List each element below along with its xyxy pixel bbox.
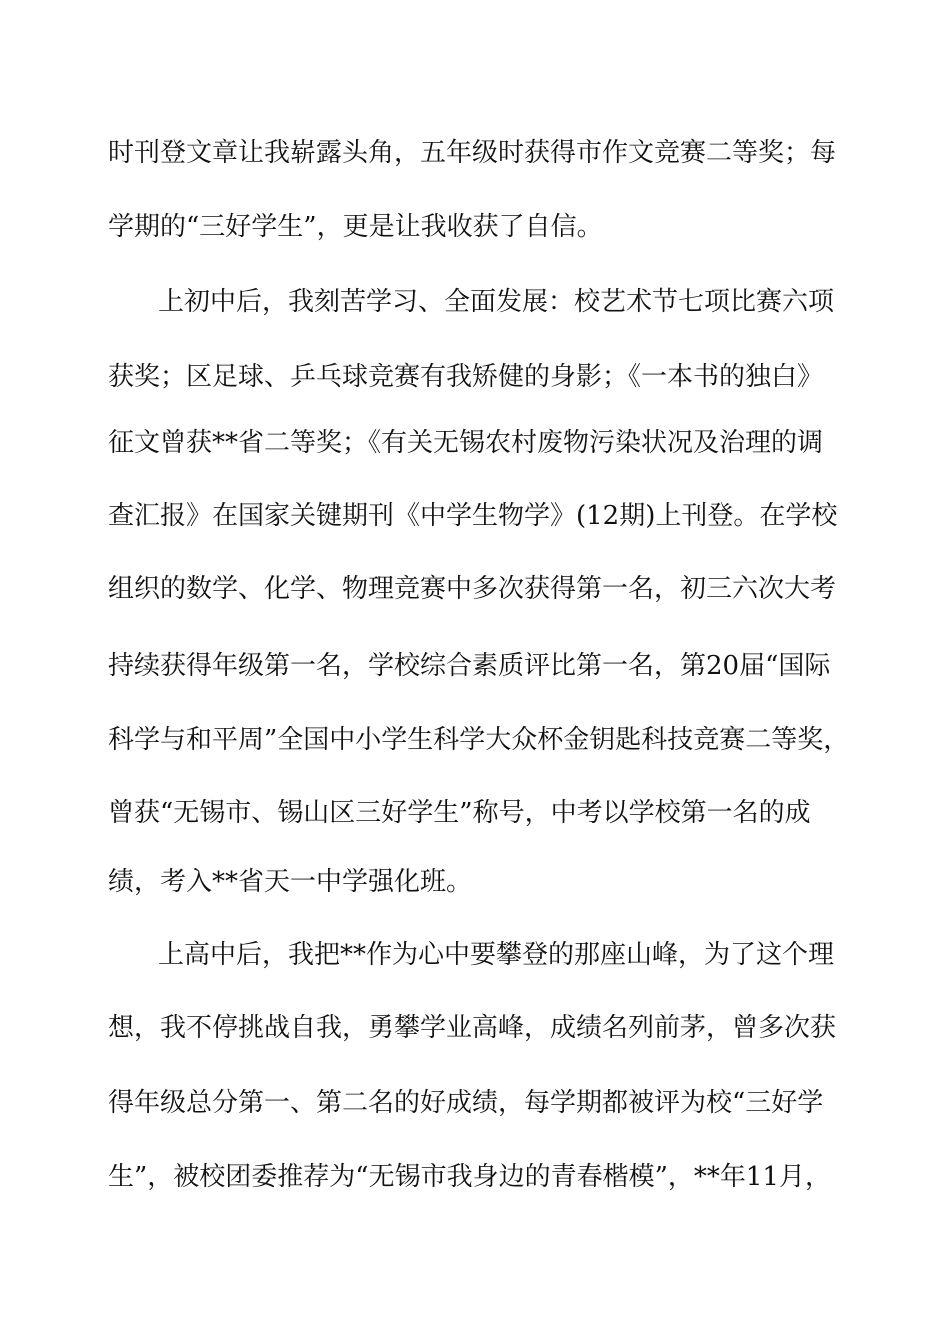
text-line: 绩，考入**省天一中学强化班。	[108, 867, 473, 897]
text-line: 生”，被校团委推荐为“无锡市我身边的青春楷模”，**年11月，	[108, 1162, 831, 1192]
text-line: 征文曾获**省二等奖；《有关无锡农村废物污染状况及治理的调	[108, 428, 824, 458]
text-line: 组织的数学、化学、物理竞赛中多次获得第一名，初三六次大考	[108, 574, 837, 604]
text-line: 想，我不停挑战自我，勇攀学业高峰，成绩名列前茅，曾多次获	[108, 1013, 837, 1043]
text-line: 得年级总分第一、第二名的好成绩，每学期都被评为校“三好学	[108, 1088, 824, 1118]
text-line: 获奖；区足球、乒乓球竞赛有我矫健的身影；《一本书的独白》	[108, 362, 824, 392]
text-line: 学期的“三好学生”，更是让我收获了自信。	[108, 212, 603, 242]
paragraph-start-line: 上高中后，我把**作为心中要攀登的那座山峰，为了这个理	[158, 940, 835, 970]
text-line: 时刊登文章让我崭露头角，五年级时获得市作文竞赛二等奖；每	[108, 138, 837, 168]
text-line: 查汇报》在国家关键期刊《中学生物学》(12期)上刊登。在学校	[108, 501, 838, 531]
text-line: 科学与和平周”全国中小学生科学大众杯金钥匙科技竞赛二等奖，	[108, 725, 850, 755]
paragraph-start-line: 上初中后，我刻苦学习、全面发展：校艺术节七项比赛六项	[158, 287, 835, 317]
text-line: 曾获“无锡市、锡山区三好学生”称号，中考以学校第一名的成	[108, 798, 811, 828]
text-line: 持续获得年级第一名，学校综合素质评比第一名，第20届“国际	[108, 651, 831, 681]
